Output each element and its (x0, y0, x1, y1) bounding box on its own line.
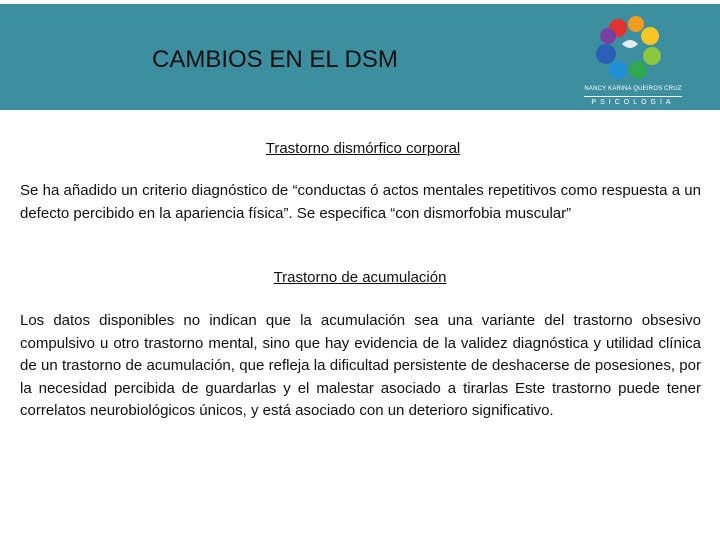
logo-subtitle: PSICOLOGIA (591, 99, 675, 106)
page-title: CAMBIOS EN EL DSM (152, 46, 398, 73)
header-bar (0, 0, 720, 110)
logo-mark-icon (578, 14, 688, 86)
logo-name: NANCY KARINA QUEIROS CRUZ (584, 86, 682, 92)
logo-divider (584, 96, 682, 97)
section-heading-dismorfico: Trastorno dismórfico corporal (265, 140, 461, 157)
section-heading-acumulacion: Trastorno de acumulación (273, 269, 447, 286)
section-body-dismorfico: Se ha añadido un criterio diagnóstico de “conductas ó actos mentales repetitivos como respuesta a un defecto percibido en la apariencia física”. Se especifica “con dismorfobia muscular” (20, 182, 701, 222)
logo (578, 14, 688, 110)
section-body-acumulacion: Los datos disponibles no indican que la acumulación sea una variante del trastorno obsesivo compulsivo u otro trastorno mental, sino que hay evidencia de la validez diagnóstica y utilidad clínica de un trastorno de acumulación, que refleja la dificultad persistente de deshacerse de posesiones, por la necesidad percibida de guardarlas y el malestar asociado a tirarlas Este trastorno puede tener correlatos neurobiológicos únicos, y está asociado con un deterioro significativo. (20, 312, 701, 419)
